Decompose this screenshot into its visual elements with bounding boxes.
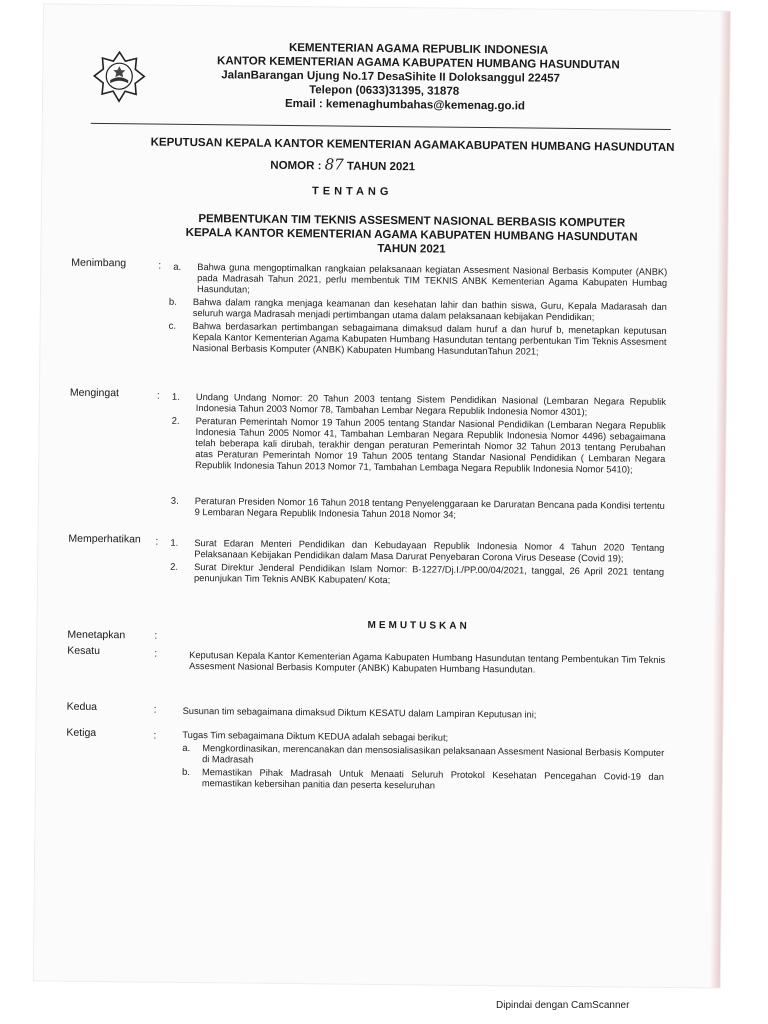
mengingat-marker-1: 1. (171, 391, 180, 403)
ketiga-marker-b: b. (181, 766, 190, 778)
menetapkan-label: Menetapkan (67, 628, 126, 642)
menimbang-colon: : (158, 259, 162, 272)
letterhead-ministry: KEMENTERIAN AGAMA REPUBLIK INDONESIA (288, 41, 549, 57)
ketiga-label: Ketiga (66, 726, 97, 739)
mengingat-marker-2: 2. (171, 415, 180, 427)
mengingat-colon: : (156, 389, 160, 402)
menimbang-marker-c: c. (168, 320, 177, 332)
kedua-label: Kedua (66, 700, 98, 714)
mengingat-marker-3: 3. (170, 495, 179, 507)
camscanner-watermark: Dipindai dengan CamScanner (496, 1000, 630, 1011)
page-edge-shadow (710, 11, 730, 987)
mengingat-item-2: Peraturan Pemerintah Nomor 19 Tahun 2005 tentang Standar Nasional Pendidikan (Lembaran Negara Republik Indonesia Tahun 2005 Nomor 41, Tambahan Lembaran Negara Republik Indonesia Nomor 4496) sebagaimana telah beberapa kali dirubah, terakhir dengan peraturan Pemerintah Nomor 32 Tahun 2013 tentang Perubahan atas Peraturan Pemerintah Nomor 19 Tahun 2005 tentang Standar Nasional Pendidikan ( Lembaran Negara Republik Indonesia Tahun 2013 Nomor 71, Tambahan Lembaga Negara Republik Indonesia Nomor 5410); (195, 416, 666, 475)
letterhead-phone: Telepon (0633)31395, 31878 (309, 84, 460, 98)
kesatu-label: Kesatu (67, 644, 101, 658)
letterhead-office: KANTOR KEMENTERIAN AGAMA KABUPATEN HUMBANG HASUNDUTAN (217, 55, 620, 72)
tentang-heading: TENTANG (312, 185, 393, 199)
memperhatikan-label: Memperhatikan (68, 532, 141, 546)
menimbang-label: Menimbang (71, 256, 127, 270)
ketiga-item-b: Memastikan Pihak Madrasah Untuk Menaati Seluruh Protokol Kesehatan Pencegahan Covid-19 dan memastikan kebersihan panitia dan peserta keseluruhan (201, 767, 665, 791)
memperhatikan-marker-2: 2. (170, 561, 179, 573)
mengingat-item-1: Undang Undang Nomor: 20 Tahun 2003 tentang Sistem Pendidikan Nasional (Lembaran Negara Republik Indonesia Tahun 2003 Nomor 78, Tambahan Lembar Negara Republik Indonesia Nomor 4301); (195, 392, 666, 418)
kedua-text: Susunan tim sebagaimana dimaksud Diktum KESATU dalam Lampiran Keputusan ini; (182, 705, 537, 720)
menetapkan-colon: : (154, 629, 158, 642)
memperhatikan-item-2: Surat Direktur Jenderal Pendidikan Islam Nomor: B-1227/Dj.I./PP.00/04/2021, tanggal, 26 April 2021 tentang penunjukan Tim Teknis ANBK Kabupaten/ Kota; (193, 562, 665, 586)
menimbang-marker-a: a. (173, 261, 182, 273)
decree-number (270, 155, 415, 175)
kemenag-logo-icon (91, 49, 148, 106)
decree-number-prefix: NOMOR : (270, 159, 322, 173)
letterhead-address: JalanBarangan Ujung No.17 DesaSihite II Doloksanggul 22457 (221, 69, 561, 85)
mengingat-item-3: Peraturan Presiden Nomor 16 Tahun 2018 tentang Penyelenggaraan ke Daruratan Bencana pada Kondisi tertentu 9 Lembaran Negara Republik Indonesia Tahun 2018 Nomor 34; (194, 496, 665, 520)
decree-subject-line2: KEPALA KANTOR KEMENTERIAN AGAMA KABUPATEN HUMBANG HASUNDUTAN (185, 226, 638, 244)
menimbang-marker-b: b. (168, 296, 177, 308)
kesatu-text: Keputusan Kepala Kantor Kementerian Agama Kabupaten Humbang Hasundutan tentang Pembentukan Tim Teknis Assesment Nasional Berbasis Komputer (ANBK) Kabupaten Humbang Hasundutan. (189, 649, 666, 675)
memperhatikan-colon: : (155, 535, 159, 548)
decree-title: KEPUTUSAN KEPALA KANTOR KEMENTERIAN AGAMAKABUPATEN HUMBANG HASUNDUTAN (150, 136, 675, 155)
memutuskan-heading: MEMUTUSKAN (367, 619, 470, 632)
ketiga-marker-a: a. (182, 742, 191, 754)
memperhatikan-item-1: Surat Edaran Menteri Pendidikan dan Kebudayaan Republik Indonesia Nomor 4 Tahun 2020 Tentang Pelaksanaan Kebijakan Pendidikan dalam Masa Darurat Penyebaran Corona Virus Desease (Covid 19); (194, 538, 665, 564)
decree-subject-line3: TAHUN 2021 (377, 242, 446, 256)
ketiga-item-a: Mengkordinasikan, merencanakan dan mensosialisasikan pelaksanaan Assesment Nasional Berbasis Komputer di Madrasah (202, 743, 665, 765)
kesatu-colon: : (154, 647, 158, 660)
decree-subject-line1: PEMBENTUKAN TIM TEKNIS ASSESMENT NASIONAL BERBASIS KOMPUTER (198, 213, 626, 230)
document-page (34, 4, 730, 987)
menimbang-item-b: Bahwa dalam rangka menjaga keamanan dan kesehatan lahir dan bathin siswa, Guru, Kepala Madarasah dan seluruh warga Madrasah menjadi pertimbangan utama dalam pelaksanaan kebijakan Pendidikan; (192, 296, 667, 323)
mengingat-label: Mengingat (69, 386, 120, 400)
menimbang-item-a: Bahwa guna mengoptimalkan rangkaian pelaksanaan kegiatan Assesment Nasional Berbasis Komputer (ANBK) pada Madrasah Tahun 2021, perlu membentuk TIM TEKNIS ANBK Kementerian Agama Kabupaten Humbag Hasundutan; (196, 262, 668, 295)
menimbang-item-c: Bahwa berdasarkan pertimbangan sebagaimana dimaksud dalam huruf a dan huruf b, menetapkan keputusan Kepala Kantor Kementerian Agama Kabupaten Humbang Hasundutan tentang perbentukan Tim Teknis Assesment Nasional Berbasis Komputer (ANBK) Kabupaten Humbang HasundutanTahun 2021; (192, 320, 667, 357)
ketiga-colon: : (153, 729, 157, 742)
memperhatikan-marker-1: 1. (170, 537, 179, 549)
kedua-colon: : (153, 703, 157, 716)
letterhead (183, 40, 654, 115)
letterhead-email: Email : kemenaghumbahas@kemenag.go.id (284, 97, 526, 113)
decree-number-handwritten: 87 (324, 155, 344, 174)
decree-number-suffix: TAHUN 2021 (346, 160, 416, 174)
letterhead-divider (91, 123, 671, 130)
decree-subject (151, 212, 671, 259)
ketiga-intro: Tugas Tim sebagaimana Diktum KEDUA adalah sebagai berikut; (182, 729, 449, 743)
